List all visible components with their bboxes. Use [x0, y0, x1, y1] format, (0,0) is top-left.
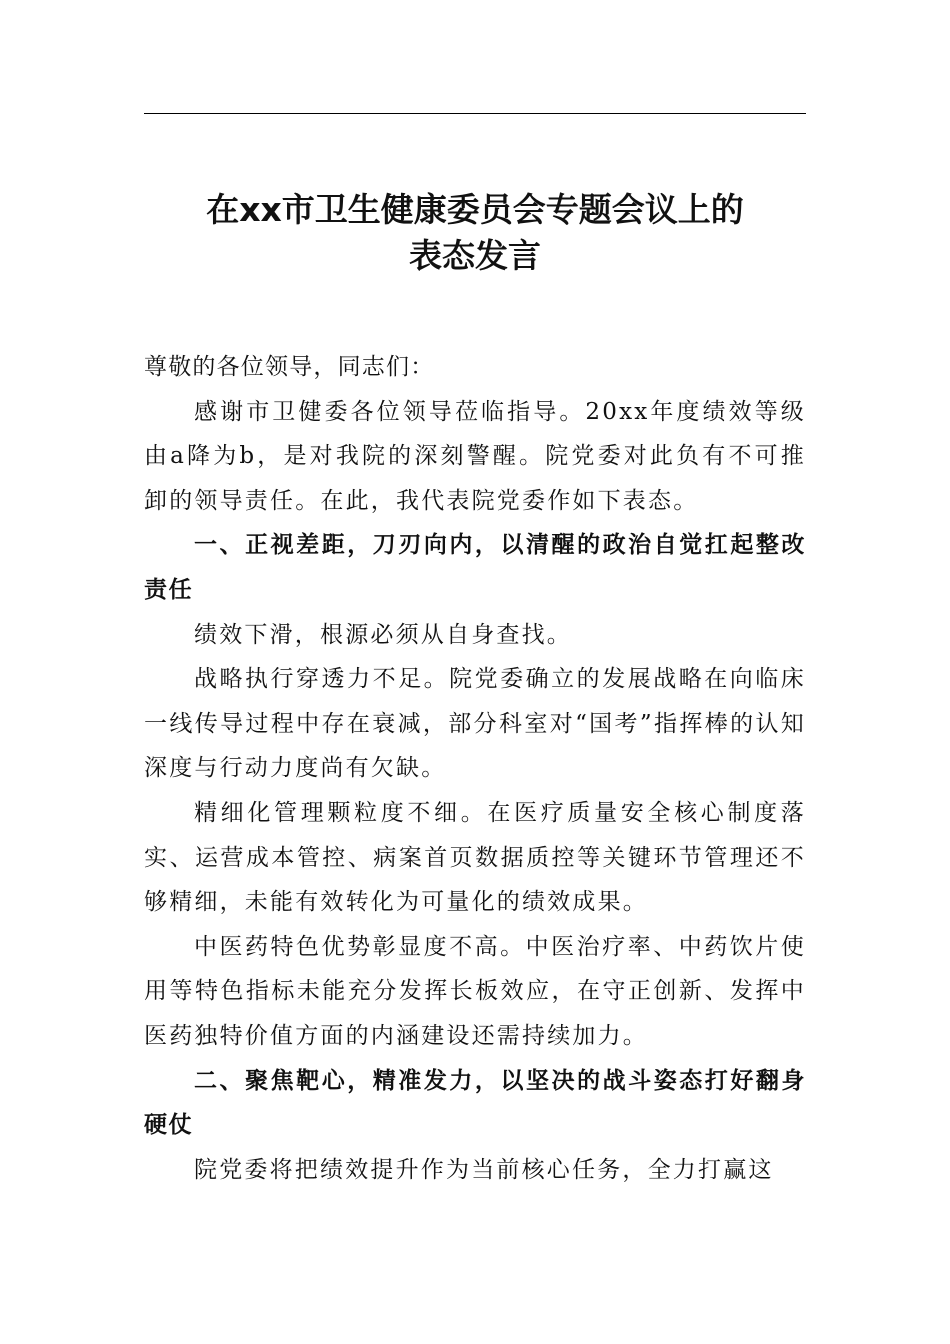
paragraph: 院党委将把绩效提升作为当前核心任务，全力打赢这	[194, 1156, 774, 1183]
paragraph: 中医药特色优势彰显度不高。中医治疗率、中药饮片使用等特色指标未能充分发挥长板效应，在守正创新、发挥中医药独特价值方面的内涵建设还需持续加力。	[144, 933, 806, 1049]
section-heading-1: 一、正视差距，刀刃向内，以清醒的政治自觉扛起整改责任	[144, 532, 806, 603]
paragraph: 绩效下滑，根源必须从自身查找。	[194, 621, 572, 648]
document-title-line-2: 表态发言	[409, 236, 541, 275]
section-heading-2: 二、聚焦靶心，精准发力，以坚决的战斗姿态打好翻身硬仗	[144, 1067, 806, 1139]
document-title-line-1: 在xx市卫生健康委员会专题会议上的	[206, 190, 744, 229]
paragraph-intro: 感谢市卫健委各位领导莅临指导。20xx年度绩效等级由a降为b，是对我院的深刻警醒。院党委对此负有不可推卸的领导责任。在此，我代表院党委作如下表态。	[144, 398, 806, 514]
paragraph: 精细化管理颗粒度不细。在医疗质量安全核心制度落实、运营成本管控、病案首页数据质控等关键环节管理还不够精细，未能有效转化为可量化的绩效成果。	[144, 799, 806, 916]
paragraph: 战略执行穿透力不足。院党委确立的发展战略在向临床一线传导过程中存在衰减，部分科室对“国考”指挥棒的认知深度与行动力度尚有欠缺。	[144, 666, 806, 782]
document-body	[144, 345, 806, 1192]
salutation: 尊敬的各位领导，同志们：	[144, 354, 435, 380]
header-rule	[144, 113, 806, 114]
